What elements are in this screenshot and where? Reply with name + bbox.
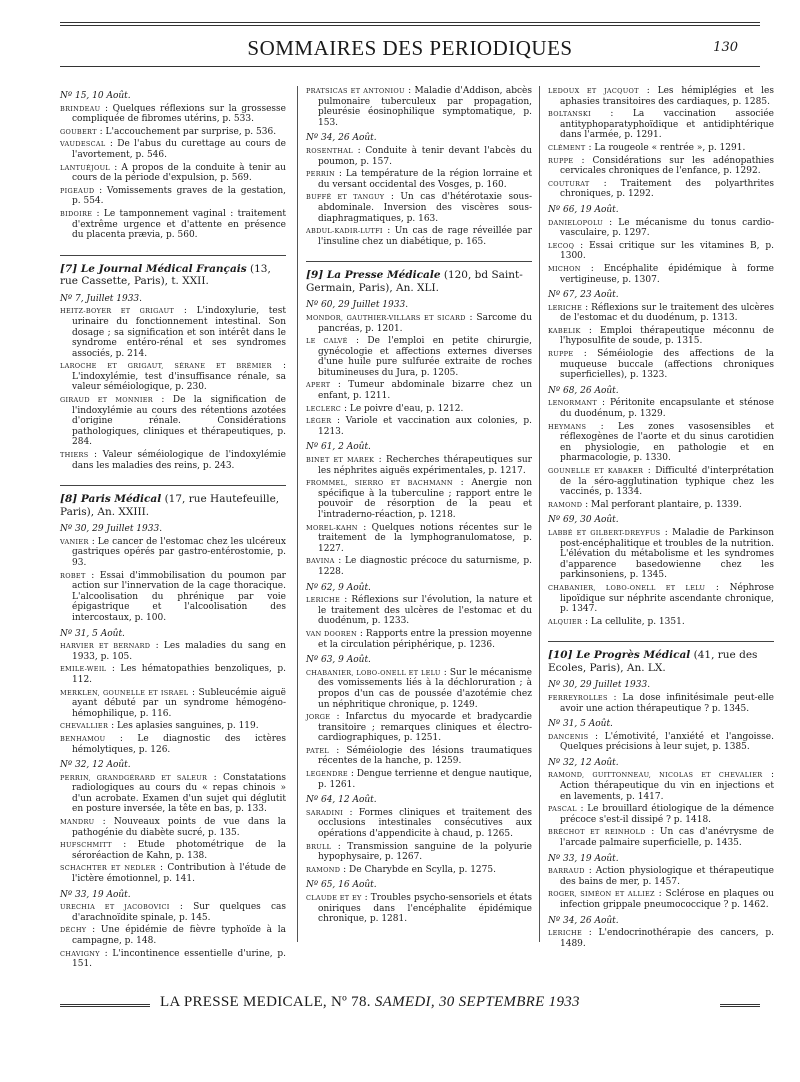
article-author: HEYMANS <box>548 422 587 431</box>
journal-heading <box>548 641 774 674</box>
article-entry <box>60 664 286 685</box>
issue-date: Nº 64, 12 Août. <box>306 795 377 806</box>
article-entry <box>306 146 532 167</box>
article-title: : Néphrose lipoïdique sur néphrite ascendante chronique, p. 1347. <box>560 582 774 615</box>
article-entry <box>60 537 286 569</box>
article-author: FERREYROLLES <box>548 693 608 702</box>
article-title: : Péritonite encapsulante et sténose du duodénum, p. 1329. <box>560 398 774 420</box>
article-title: : Constatations radiologiques au cours du « repas chinois » d'un acrobate. Examen d'un sujet qui déglutit en posture inversée, la tête en bas, p. 133. <box>72 772 286 815</box>
article-author: LECLERC <box>306 404 342 413</box>
article-author: ROBET <box>60 571 86 580</box>
article-entry <box>548 617 774 628</box>
article-entry <box>306 668 532 710</box>
article-title: : Le diagnostic des ictères hémolytiques, p. 126. <box>72 733 286 755</box>
article-author: BRULL <box>306 842 332 851</box>
article-author: RUPPE <box>548 156 574 165</box>
article-title: : Emploi thérapeutique méconnu de l'hyposulfite de soude, p. 1315. <box>560 325 774 347</box>
article-entry <box>548 156 774 177</box>
article-entry <box>548 349 774 381</box>
article-title: : Recherches thérapeutiques sur les néphrites aiguës expérimentales, p. 1217. <box>318 455 532 476</box>
article-author: THIERS <box>60 451 89 460</box>
article-author: BAVINA <box>306 557 335 566</box>
journal-heading <box>306 261 532 294</box>
article-author: CHEVALLIER <box>60 722 109 731</box>
article-entry <box>548 500 774 511</box>
article-title: : Valeur séméiologique de l'indoxylémie dans les maladies des reins, p. 243. <box>72 450 286 471</box>
article-author: LEGENDRE <box>306 770 348 779</box>
article-author: COUTURAT <box>548 179 590 188</box>
article-title: : Séméiologie des lésions traumatiques récentes de la hanche, p. 1259. <box>318 745 532 767</box>
issue-date: Nº 15, 10 Août. <box>60 91 131 101</box>
article-entry <box>60 925 286 946</box>
footer-rule-right <box>720 1004 760 1007</box>
article-author: MANDRU <box>60 818 95 827</box>
article-entry <box>60 186 286 207</box>
article-title: : Tumeur abdominale bizarre chez un enfant, p. 1211. <box>318 380 532 402</box>
journal-name: [10] Le Progrès Médical <box>548 649 691 662</box>
article-author: ABDUL-KADIR-LUTFI <box>306 227 383 236</box>
article-author: BARRAUD <box>548 867 585 876</box>
article-entry <box>306 556 532 577</box>
article-title: : Un cas d'anévrysme de l'arcade palmaire superficielle, p. 1435. <box>560 827 774 849</box>
article-title: : Le tamponnement vaginal : traitement d'extrême urgence et d'attente en présence du placenta prævia, p. 560. <box>72 208 286 241</box>
article-entry <box>548 732 774 753</box>
article-entry <box>548 770 774 802</box>
article-author: LABBÉ ET GILBERT-DREYFUS <box>548 528 661 537</box>
article-title: : Nouveaux points de vue dans la pathogénie du diabète sucré, p. 135. <box>72 817 286 838</box>
footer-rule-left <box>60 1004 150 1007</box>
article-author: RUPPE <box>548 350 574 359</box>
column-2 <box>306 86 532 927</box>
article-title: : L'endocrinothérapie des cancers, p. 1489. <box>560 928 774 949</box>
article-entry <box>306 416 532 437</box>
article-title: : Le brouillard étiologique de la démence précoce s'est-il dissipé ? p. 1418. <box>560 804 774 825</box>
article-author: LERICHE <box>548 303 583 312</box>
article-author: BIDOIRE <box>60 209 93 218</box>
article-title: : L'indoxylémie, test d'insuffisance rénale, sa valeur séméiologique, p. 230. <box>72 361 286 393</box>
page-header <box>60 36 760 64</box>
article-entry <box>306 595 532 627</box>
article-title: : Maladie d'Addison, abcès pulmonaire tuberculeux par propagation, pleurésie éosinophilique symptomatique, p. 153. <box>318 86 532 128</box>
article-title: : Considérations sur les adénopathies cervicales chroniques de l'enfance, p. 1292. <box>560 155 774 177</box>
article-title: : Le cancer de l'estomac chez les ulcéreux gastriques opérés par gastro-entérostomie, p. 93. <box>72 536 286 568</box>
article-author: PIGEAUD <box>60 186 95 195</box>
article-title: : Le mécanisme du tonus cardio-vasculaire, p. 1297. <box>560 217 774 239</box>
column-divider <box>539 86 540 942</box>
journal-details: (41, rue des Ecoles, Paris), An. LX. <box>548 649 758 674</box>
article-title: : De l'emploi en petite chirurgie, gynécologie et affections externes diverses d'une huile pure sulfurée extraite de roches bitumineuses du Jura, p. 1205. <box>318 336 532 378</box>
article-author: VAN DOOREN <box>306 629 357 638</box>
article-entry <box>306 769 532 790</box>
article-author: JORGE <box>306 713 331 722</box>
article-author: SARADINI <box>306 808 344 817</box>
article-title: : Rapports entre la pression moyenne et la circulation périphérique, p. 1236. <box>318 628 532 650</box>
issue-date: Nº 65, 16 Août. <box>306 880 377 891</box>
article-title: : Réflexions sur l'évolution, la nature et le traitement des ulcères de l'estomac et du duodénum, p. 1233. <box>318 595 532 627</box>
article-author: BOLTANSKI <box>548 110 591 119</box>
article-author: HEITZ-BOYER ET GRIGAUT <box>60 307 175 316</box>
article-entry <box>548 928 774 949</box>
article-entry <box>60 127 286 138</box>
article-entry <box>60 817 286 838</box>
article-entry <box>60 840 286 861</box>
article-title: : Conduite à tenir devant l'abcès du poumon, p. 157. <box>318 145 532 167</box>
article-entry <box>548 143 774 154</box>
issue-date: Nº 32, 12 Août. <box>60 760 131 771</box>
article-title: : Séméiologie des affections de la muqueuse buccale (affections chroniques superficielles), p. 1323. <box>560 349 774 381</box>
issue-date: Nº 62, 9 Août. <box>306 582 371 593</box>
article-entry <box>60 395 286 448</box>
article-entry <box>306 169 532 190</box>
article-title: : Les aplasies sanguines, p. 119. <box>111 721 259 732</box>
article-entry <box>306 893 532 925</box>
article-author: URECHIA ET JACOBOVICI <box>60 903 170 912</box>
article-author: MERKLEN, GOUNELLE ET ISRAEL <box>60 688 189 697</box>
article-entry <box>60 721 286 732</box>
article-title: : Infarctus du myocarde et bradycardie transitoire ; remarques cliniques et électro-cardiographiques, p. 1251. <box>318 712 532 744</box>
article-title: : Troubles psycho-sensoriels et états oniriques dans l'encéphalite épidémique chronique, p. 1281. <box>318 893 532 925</box>
article-title: : Sclérose en plaques ou infection grippale pneumococcique ? p. 1462. <box>560 889 774 910</box>
article-author: LECOQ <box>548 241 575 250</box>
article-title: : Les hémiplégies et les aphasies transitoires des cardiaques, p. 1285. <box>560 86 774 107</box>
article-title: : Réflexions sur le traitement des ulcères de l'estomac et du duodénum, p. 1313. <box>560 302 774 324</box>
article-author: HARVIER ET BERNARD <box>60 642 151 651</box>
issue-date: Nº 7, Juillet 1933. <box>60 293 143 304</box>
article-entry <box>548 889 774 910</box>
article-entry <box>548 827 774 848</box>
article-author: RAMOND <box>548 500 583 509</box>
article-title: : Un cas d'hétérotaxie sous-abdominale. Inversion des viscères sous-diaphragmatiques, p. 163. <box>318 192 532 224</box>
article-author: CLAUDE ET EY <box>306 894 362 902</box>
issue-date: Nº 32, 12 Août. <box>548 757 619 768</box>
issue-date: Nº 30, 29 Juillet 1933. <box>548 680 651 691</box>
article-entry <box>306 404 532 415</box>
article-author: PERRIN <box>306 170 335 179</box>
article-author: GOUBERT <box>60 127 97 136</box>
article-author: CHABANIER, LOBO-ONELL ET LELU <box>306 668 441 677</box>
article-title: : Sur quelques cas d'arachnoïdite spinale, p. 145. <box>72 902 286 923</box>
article-entry <box>548 303 774 324</box>
article-entry <box>548 583 774 615</box>
article-author: PRATSICAS ET ANTONIOU <box>306 87 405 95</box>
article-entry <box>548 866 774 887</box>
column-1 <box>60 86 286 972</box>
article-entry <box>60 734 286 755</box>
issue-date: Nº 66, 19 Août. <box>548 204 619 215</box>
article-title: : De l'abus du curettage au cours de l'avortement, p. 546. <box>72 139 286 160</box>
article-title: : Le diagnostic précoce du saturnisme, p. 1228. <box>318 556 532 577</box>
article-entry <box>306 842 532 863</box>
article-author: HUFSCHMITT <box>60 841 112 850</box>
article-entry <box>548 86 774 107</box>
article-entry <box>548 179 774 200</box>
footer-journal: LA PRESSE MEDICALE, Nº 78. <box>160 994 371 1010</box>
article-entry <box>548 109 774 141</box>
article-author: LENORMANT <box>548 399 598 408</box>
article-author: DANIELOPOLU <box>548 218 603 227</box>
article-author: PATEL <box>306 746 330 755</box>
page-footer <box>60 994 760 1014</box>
article-author: MONDOR, GAUTHIER-VILLARS ET SICARD <box>306 313 466 322</box>
article-title: : A propos de la conduite à tenir au cours de la période d'expulsion, p. 569. <box>72 162 286 184</box>
article-author: BRINDEAU <box>60 104 101 113</box>
article-author: GIRAUD ET MONNIER <box>60 396 154 405</box>
article-entry <box>306 313 532 334</box>
article-author: LE CALVÉ <box>306 337 348 346</box>
article-author: LERICHE <box>548 929 583 938</box>
article-entry <box>60 902 286 923</box>
article-entry <box>306 226 532 247</box>
issue-date: Nº 33, 19 Août. <box>60 889 131 900</box>
article-entry <box>548 422 774 464</box>
article-entry <box>548 398 774 419</box>
article-title: : L'indoxylurie, test urinaire du fonctionnement intestinal. Son dosage ; sa signification et son intérêt dans le syndrome entéro-rénal et ses syndromes associés, p. 214. <box>72 306 286 359</box>
article-author: DÉCHY <box>60 926 87 935</box>
article-author: KABELIK <box>548 326 581 335</box>
journal-details: (120, bd Saint-Germain, Paris), An. XLI. <box>306 269 523 294</box>
article-title: : L'incontinence essentielle d'urine, p. 151. <box>72 948 286 970</box>
article-author: CLÉMENT <box>548 143 586 152</box>
article-entry <box>548 804 774 825</box>
article-title: : Dengue terrienne et dengue nautique, p. 1261. <box>318 769 532 790</box>
article-entry <box>306 86 532 128</box>
issue-date: Nº 33, 19 Août. <box>548 853 619 864</box>
article-author: ALQUIER <box>548 617 583 626</box>
article-title: : Sarcome du pancréas, p. 1201. <box>318 312 532 334</box>
article-entry <box>306 192 532 224</box>
article-title: : Contribution à l'étude de l'ictère émotionnel, p. 141. <box>72 863 286 885</box>
article-author: MICHON <box>548 264 581 273</box>
article-entry <box>548 693 774 714</box>
article-title: : Etude photométrique de la séroréaction de Kahn, p. 138. <box>72 840 286 861</box>
article-entry <box>548 241 774 262</box>
article-entry <box>60 450 286 471</box>
article-title: : De la signification de l'indoxylémie au cours des rétentions azotées d'origine rénale. Considérations pathologiques, cliniques et thérapeutiques, p. 284. <box>72 395 286 448</box>
article-title: : Une épidémie de fièvre typhoïde à la campagne, p. 148. <box>72 925 286 946</box>
issue-date: Nº 68, 26 Août. <box>548 385 619 396</box>
article-title: : Maladie de Parkinson post-encéphalitique et troubles de la nutrition. L'élévation du métabolisme et les syndromes d'apparence basedowienne chez les parkinsoniens, p. 1345. <box>560 527 774 581</box>
article-author: CHAVIGNY <box>60 949 100 958</box>
article-title: : Vomissements graves de la gestation, p. 554. <box>72 185 286 207</box>
article-author: APERT <box>306 381 331 390</box>
article-entry <box>306 523 532 555</box>
article-author: ROGER, SIMÉON ET ALLIEZ <box>548 890 655 899</box>
article-author: LAROCHE ET GRIGAUT, SÉRANE ET BRÉMIER <box>60 362 272 371</box>
journal-heading <box>60 255 286 288</box>
issue-date: Nº 60, 29 Juillet 1933. <box>306 300 409 311</box>
article-title: : Encéphalite épidémique à forme vertigineuse, p. 1307. <box>560 263 774 285</box>
article-title: : Variole et vaccination aux colonies, p. 1213. <box>318 416 532 437</box>
article-author: LEDOUX ET JACQUOT <box>548 87 639 95</box>
article-entry <box>306 455 532 476</box>
article-entry <box>306 865 532 876</box>
article-title: : Quelques notions récentes sur le traitement de la lymphogranulomatose, p. 1227. <box>318 522 532 554</box>
footer-text <box>160 994 580 1011</box>
article-title: : Essai critique sur les vitamines B, p. 1300. <box>560 240 774 262</box>
article-title: : Action thérapeutique du vin en injections et en lavements, p. 1417. <box>560 770 774 802</box>
article-author: EMILE-WEIL <box>60 665 107 674</box>
article-title: : Action physiologique et thérapeutique des bains de mer, p. 1457. <box>560 866 774 887</box>
article-entry <box>306 478 532 520</box>
article-title: : Essai d'immobilisation du poumon par action sur l'innervation de la cage thoracique. L'alcoolisation du phrénique par voie épigastrique et l'alcoolisation des intercostaux, p. 100. <box>72 570 286 623</box>
article-title: : Traitement des polyarthrites chroniques, p. 1292. <box>560 178 774 200</box>
journal-heading <box>60 485 286 518</box>
article-author: LANTUÉJOUL <box>60 163 110 172</box>
issue-date: Nº 31, 5 Août. <box>548 719 613 730</box>
article-entry <box>60 209 286 241</box>
footer-day: SAMEDI, <box>374 994 435 1010</box>
article-title: : La dose infinitésimale peut-elle avoir une action thérapeutique ? p. 1345. <box>560 692 774 714</box>
article-title: : Subleucémie aiguë ayant débuté par un syndrome hémogéno-hémophilique, p. 116. <box>72 687 286 719</box>
article-title: : Le poivre d'eau, p. 1212. <box>343 403 464 414</box>
issue-date: Nº 61, 2 Août. <box>306 442 371 453</box>
article-title: : Les maladies du sang en 1933, p. 105. <box>72 641 286 662</box>
article-entry <box>60 361 286 393</box>
article-title: : Les zones vasosensibles et réflexogènes de l'aorte et du sinus carotidien en physiologie, en pathologie et en pharmacologie, p. 1330. <box>560 421 774 464</box>
article-entry <box>60 306 286 359</box>
footer-date: 30 SEPTEMBRE 1933 <box>438 994 580 1010</box>
article-entry <box>306 712 532 744</box>
article-title: : Les hématopathies benzoliques, p. 112. <box>72 664 286 685</box>
issue-date: Nº 34, 26 Août. <box>306 133 377 144</box>
article-entry <box>548 528 774 581</box>
page-number: 130 <box>713 40 738 55</box>
article-author: BINET ET MAREK <box>306 456 375 465</box>
article-author: FROMMEL, SIERRO ET BACHMANN <box>306 479 453 488</box>
article-title: : Quelques réflexions sur la grossesse compliquée de fibromes utérins, p. 533. <box>72 103 286 125</box>
top-rule-2 <box>60 25 760 26</box>
article-author: PASCAL <box>548 805 577 814</box>
article-author: VANIER <box>60 537 89 546</box>
article-entry <box>306 336 532 378</box>
article-entry <box>60 163 286 184</box>
journal-details: (17, rue Hautefeuille, Paris), An. XXIII. <box>60 493 280 518</box>
article-title: : La rougeole « rentrée », p. 1291. <box>588 142 746 153</box>
article-author: ROSENTHAL <box>306 146 353 155</box>
journal-details: (13, rue Cassette, Paris), t. XXII. <box>60 262 271 288</box>
article-entry <box>548 326 774 347</box>
article-title: : La température de la région lorraine et du versant occidental des Vosges, p. 160. <box>318 169 532 190</box>
column-3 <box>548 86 774 951</box>
article-entry <box>548 264 774 285</box>
article-title: : Difficulté d'interprétation de la séro-agglutination typhique chez les vaccinés, p. 1334. <box>560 466 774 498</box>
article-entry <box>548 218 774 239</box>
article-author: BENHAMOU <box>60 734 106 743</box>
article-entry <box>306 629 532 650</box>
article-author: BUFFÉ ET TANGUY <box>306 193 385 202</box>
article-author: SCHACHTER ET NEDLER <box>60 864 156 873</box>
article-entry <box>60 949 286 970</box>
top-rule <box>60 22 760 23</box>
article-entry <box>60 688 286 720</box>
article-entry <box>60 104 286 125</box>
column-divider <box>297 86 298 942</box>
page-title: SOMMAIRES DES PERIODIQUES <box>247 36 573 60</box>
article-entry <box>60 641 286 662</box>
article-title: : La cellulite, p. 1351. <box>585 616 685 627</box>
issue-date: Nº 31, 5 Août. <box>60 628 125 639</box>
article-title: : La vaccination associée antityphoparatyphoïdique et antidiphtérique dans l'armée, p. 1291. <box>560 109 774 141</box>
journal-name: [7] Le Journal Médical Français <box>60 262 247 275</box>
article-title: : Formes cliniques et traitement des occlusions intestinales consécutives aux opérations d'appendicite à chaud, p. 1265. <box>318 807 532 840</box>
issue-date: Nº 67, 23 Août. <box>548 290 619 301</box>
article-entry <box>306 746 532 767</box>
article-author: VAUDESCAL <box>60 140 106 149</box>
article-author: CHABANIER, LOBO-ONELL ET LELU <box>548 583 706 592</box>
article-title: : Un cas de rage réveillée par l'insuline chez un diabétique, p. 165. <box>318 226 532 247</box>
article-author: LÉGER <box>306 417 332 426</box>
article-author: BRÉCHOT ET REINHOLD <box>548 828 646 837</box>
article-author: RAMOND, GUITTONNEAU, NICOLAS ET CHEVALIER <box>548 771 763 780</box>
article-author: PERRIN, GRANDGÉRARD ET SALEUR <box>60 773 208 782</box>
issue-date: Nº 30, 29 Juillet 1933. <box>60 524 163 535</box>
article-entry <box>60 571 286 624</box>
article-title: : Anergie non spécifique à la tuberculine ; rapport entre le pouvoir de résorption de la peau et l'intraderno-réaction, p. 1218. <box>318 478 532 520</box>
journal-name: [9] La Presse Médicale <box>306 269 441 282</box>
article-entry <box>60 773 286 815</box>
article-author: GOUNELLE ET KABAKER <box>548 467 644 475</box>
article-author: DANCENIS <box>548 732 589 741</box>
header-rule <box>60 66 760 67</box>
issue-date: Nº 69, 30 Août. <box>548 515 619 526</box>
article-entry <box>60 863 286 884</box>
article-title: : Transmission sanguine de la polyurie hypophysaire, p. 1267. <box>318 841 532 863</box>
article-author: RAMOND <box>306 865 341 874</box>
article-title: : Mal perforant plantaire, p. 1339. <box>585 499 742 510</box>
journal-name: [8] Paris Médical <box>60 493 162 506</box>
article-author: MOREL-KAHN <box>306 523 358 532</box>
article-title: : De Charybde en Scylla, p. 1275. <box>343 864 496 875</box>
article-title: : Sur le mécanisme des vomissements liés à la déchloruration ; à propos d'un cas de poussée d'azotémie chez un néphritique chronique, p. 1249. <box>318 667 532 710</box>
article-entry <box>60 139 286 160</box>
issue-date: Nº 34, 26 Août. <box>548 915 619 926</box>
article-entry <box>306 380 532 401</box>
issue-date: Nº 63, 9 Août. <box>306 655 371 666</box>
article-title: : L'accouchement par surprise, p. 536. <box>99 126 277 137</box>
article-author: LERICHE <box>306 596 341 605</box>
article-entry <box>306 808 532 840</box>
article-entry <box>548 466 774 498</box>
article-title: : L'émotivité, l'anxiété et l'angoisse. Quelques précisions à leur sujet, p. 1385. <box>560 731 774 753</box>
